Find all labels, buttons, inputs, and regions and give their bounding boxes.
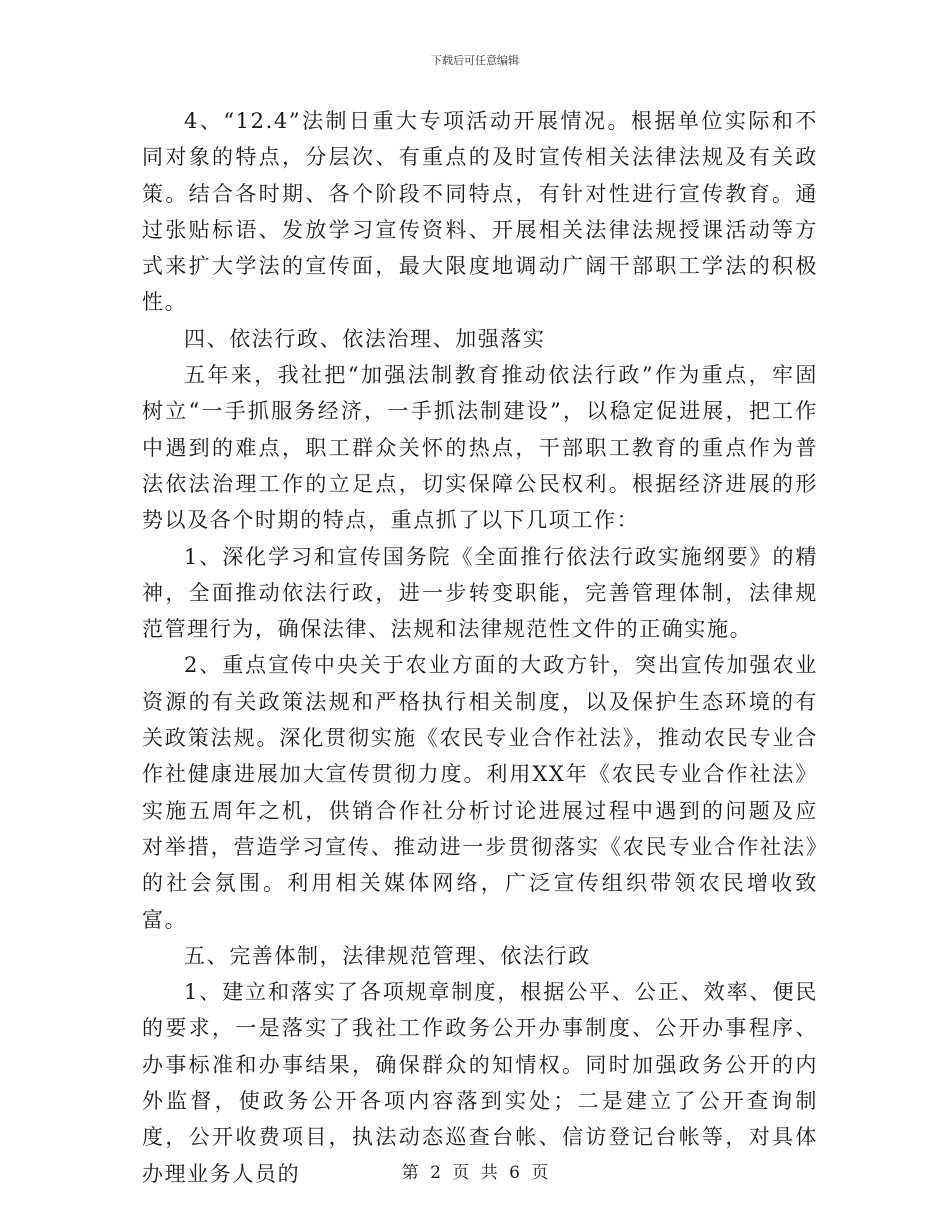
paragraph-item-1-administration: 1、深化学习和宣传国务院《全面推行依法行政实施纲要》的精神，全面推动依法行政，进一步转变职能，完善管理体制，法律规范管理行为，确保法律、法规和法律规范性文件的正确实施。: [142, 544, 818, 642]
paragraph-item-1-regulations: 1、建立和落实了各项规章制度，根据公平、公正、效率、便民的要求，一是落实了我社工作政务公开办事制度、公开办事程序、办事标准和办事结果，确保群众的知情权。同时加强政务公开的内外监督，使政务公开各项内容落到实处；二是建立了公开查询制度，公开收费项目，执法动态巡查台帐、信访登记台帐等，对具体办理业务人员的: [142, 980, 818, 1186]
page-header: 下载后可任意编辑: [431, 54, 519, 67]
section-heading-four: 四、依法行政、依法治理、加强落实: [184, 326, 546, 351]
paragraph-item-4-law-day: 4、“12.4”法制日重大专项活动开展情况。根据单位实际和不同对象的特点，分层次、有重点的及时宣传相关法律法规及有关政策。结合各时期、各个阶段不同特点，有针对性进行宣传教育。通过张贴标语、发放学习宣传资料、开展相关法律法规授课活动等方式来扩大学法的宣传面，最大限度地调动广阔干部职工学法的积极性。: [142, 109, 818, 315]
paragraph-five-years: 五年来，我社把“加强法制教育推动依法行政”作为重点，牢固树立“一手抓服务经济，一手抓法制建设”，以稳定促进展，把工作中遇到的难点，职工群众关怀的热点，干部职工教育的重点作为普法依法治理工作的立足点，切实保障公民权利。根据经济进展的形势以及各个时期的特点，重点抓了以下几项工作：: [142, 363, 818, 533]
document-body: [142, 103, 818, 1192]
section-heading-five: 五、完善体制，法律规范管理、依法行政: [184, 943, 591, 968]
paragraph-item-2-agriculture: 2、重点宣传中央关于农业方面的大政方针，突出宣传加强农业资源的有关政策法规和严格执行相关制度，以及保护生态环境的有关政策法规。深化贯彻实施《农民专业合作社法》，推动农民专业合作社健康进展加大宣传贯彻力度。利用XX年《农民专业合作社法》实施五周年之机，供销合作社分析讨论进展过程中遇到的问题及应对举措，营造学习宣传、推动进一步贯彻落实《农民专业合作社法》的社会氛围。利用相关媒体网络，广泛宣传组织带领农民增收致富。: [142, 653, 818, 932]
page-footer: 第 2 页 共 6 页: [401, 1163, 549, 1183]
